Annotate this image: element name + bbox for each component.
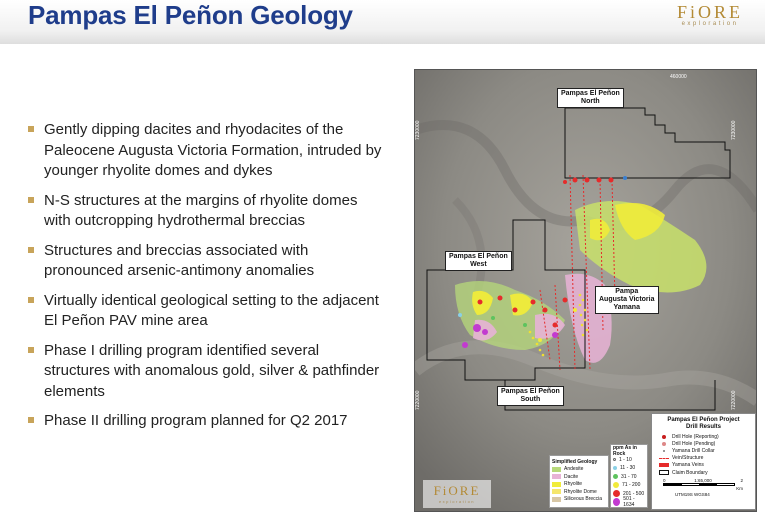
dash-icon xyxy=(659,458,669,459)
bullet-item: N-S structures at the margins of rhyolite domes with outcropping hydrothermal breccias xyxy=(28,191,388,232)
map-logo: FiORE exploration xyxy=(423,480,491,508)
bullet-item: Virtually identical geological setting to the adjacent El Peñon PAV mine area xyxy=(28,291,388,332)
bullet-item: Phase I drilling program identified several structures with anomalous gold, silver & pathfinder elements xyxy=(28,341,388,403)
bullet-item: Phase II drilling program planned for Q2 2017 xyxy=(28,411,388,432)
legend-claim-boundary: Claim Boundary xyxy=(655,469,752,476)
legend-item-rhyolite-dome: Rhyolite Dome xyxy=(552,488,606,496)
geology-map xyxy=(414,69,757,512)
legend-ppm-item: 1 - 10 xyxy=(613,456,645,465)
bullet-square-icon xyxy=(28,197,34,203)
projection-label: UTM19S WGS84 xyxy=(675,492,710,498)
ppm-legend: ppm As in Rock 1 - 10 11 - 30 31 - 70 71 - 200 201 - 500 501 - 1634 xyxy=(610,444,648,508)
legend-drill-yamana: Yamana Drill Collar xyxy=(655,447,752,454)
company-logo xyxy=(677,2,743,27)
slide-title: Pampas El Peñon Geology xyxy=(28,0,353,30)
bullet-square-icon xyxy=(28,126,34,132)
label-west: Pampas El Peñon West xyxy=(445,251,512,271)
grid-label-right-top: 7230000 xyxy=(731,120,737,140)
legend-ppm-item: 501 - 1634 xyxy=(613,498,645,507)
legend-drill-pending: Drill Hole (Pending) xyxy=(655,440,752,447)
drill-results-legend xyxy=(651,413,756,510)
red-dot-icon xyxy=(662,435,666,439)
legend-ppm-item: 11 - 30 xyxy=(613,464,645,473)
legend-item-siliceous-breccia: Siliceous Breccia xyxy=(552,496,606,504)
logo-wordmark: FiORE xyxy=(676,2,743,22)
bullet-square-icon xyxy=(28,297,34,303)
label-yamana: Pampa Augusta Victoria Yamana xyxy=(595,286,659,314)
grid-label-left-top: 7230000 xyxy=(415,120,421,140)
legend-ppm-item: 201 - 500 xyxy=(613,490,645,499)
bullet-square-icon xyxy=(28,417,34,423)
label-north: Pampas El Peñon North xyxy=(557,88,624,108)
red-bar-icon xyxy=(659,463,669,467)
legend-ppm-item: 31 - 70 xyxy=(613,473,645,482)
grey-dot-icon xyxy=(662,442,666,446)
bullet-item: Structures and breccias associated with pronounced arsenic-antimony anomalies xyxy=(28,241,388,282)
legend-item-andesite: Andesite xyxy=(552,466,606,474)
drill-legend-title: Pampas El Peñon Project Drill Results xyxy=(667,417,740,430)
legend-ppm-item: 71 - 200 xyxy=(613,481,645,490)
legend-vein-structure: Vein/Structure xyxy=(655,455,752,462)
bullet-square-icon xyxy=(28,247,34,253)
geology-legend: Simplified Geology Andesite Dacite Rhyolite Rhyolite Dome Siliceous Breccia xyxy=(549,455,609,508)
logo-tagline: exploration xyxy=(681,21,739,27)
grid-label-right-bottom: 7220000 xyxy=(731,390,737,410)
legend-item-dacite: Dacite xyxy=(552,473,606,481)
box-icon xyxy=(659,470,669,475)
bullet-square-icon xyxy=(28,347,34,353)
bullet-item: Gently dipping dacites and rhyodacites of the Paleocene Augusta Victoria Formation, intruded by younger rhyolite domes and dykes xyxy=(28,120,388,182)
legend-item-rhyolite: Rhyolite xyxy=(552,481,606,489)
grid-label-top: 460000 xyxy=(670,74,687,80)
bullet-list xyxy=(28,120,388,441)
legend-yamana-veins: Yamana Veins xyxy=(655,462,752,469)
grid-label-left-bottom: 7220000 xyxy=(415,390,421,410)
legend-drill-reporting: Drill Hole (Reporting) xyxy=(655,433,752,440)
small-dot-icon xyxy=(663,450,665,452)
scale-bar: 0 1:65,000 2 Km xyxy=(663,478,743,492)
slide-header xyxy=(0,0,765,44)
label-south: Pampas El Peñon South xyxy=(497,386,564,406)
